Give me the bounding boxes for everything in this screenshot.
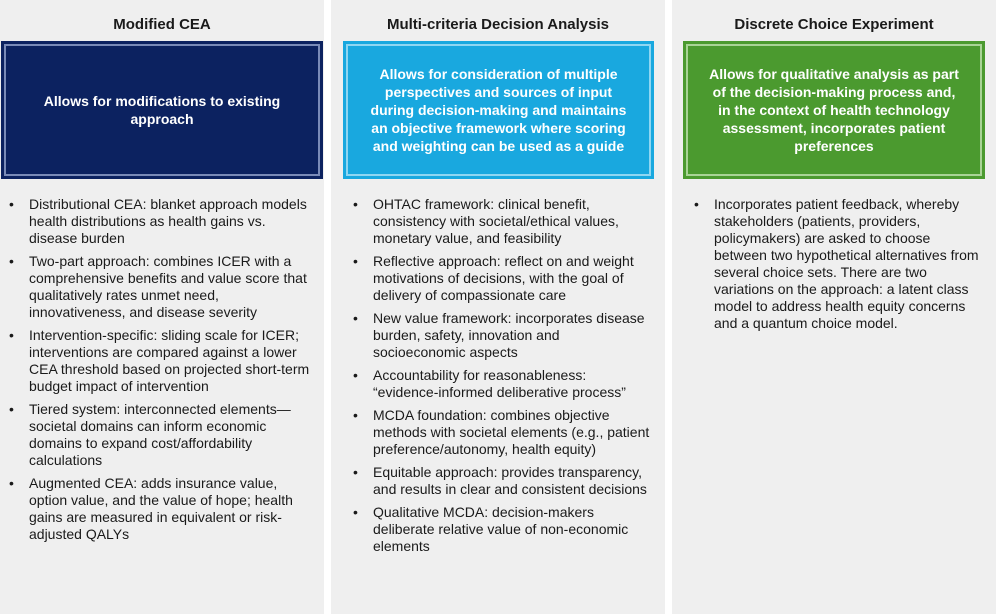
bullet-icon: • [353, 310, 358, 326]
bullet-icon: • [9, 253, 14, 269]
list-item [331, 407, 651, 458]
list-item [331, 196, 651, 247]
summary-text: Allows for consideration of multiple perspectives and sources of input during decision-making and maintains an objective framework where scoring and weighting can be used as a guide [370, 66, 627, 154]
item-text: Intervention-specific: sliding scale for ICER; interventions are compared against a lower CEA threshold based on projected short-term budget impact of intervention [29, 327, 310, 394]
bullet-icon: • [353, 464, 358, 480]
item-text: New value framework: incorporates disease burden, safety, innovation and socioeconomic aspects [373, 310, 645, 360]
bullet-icon: • [353, 253, 358, 269]
summary-box [686, 44, 982, 176]
bullet-icon: • [353, 504, 358, 520]
bullet-icon: • [353, 407, 358, 423]
item-list [331, 196, 665, 561]
item-text: Incorporates patient feedback, whereby stakeholders (patients, providers, policymakers) are asked to choose between two hypothetical alternatives from several choice sets. There are two variations on the approach: a latent class model to address health equity concerns and a quantum choice model. [714, 196, 979, 331]
bullet-icon: • [9, 196, 14, 212]
list-item [331, 310, 651, 361]
item-text: Distributional CEA: blanket approach models health distributions as health gains vs. disease burden [29, 196, 307, 246]
bullet-icon: • [353, 196, 358, 212]
list-item [331, 504, 651, 555]
list-item [0, 475, 310, 543]
column-title: Modified CEA [113, 16, 211, 33]
list-item [331, 253, 651, 304]
bullet-icon: • [694, 196, 699, 212]
column-title: Discrete Choice Experiment [734, 16, 934, 33]
summary-box [4, 44, 320, 176]
list-item [672, 196, 982, 332]
item-text: Augmented CEA: adds insurance value, option value, and the value of hope; health gains are measured in equivalent or risk-adjusted QALYs [29, 475, 293, 542]
bullet-icon: • [9, 475, 14, 491]
list-item [0, 401, 310, 469]
item-text: Two-part approach: combines ICER with a comprehensive benefits and value score that qualitatively rates unmet need, innovativeness, and disease severity [29, 253, 307, 320]
column-modified-cea [0, 0, 324, 614]
column-discrete-choice [672, 0, 996, 614]
item-text: Accountability for reasonableness: “evidence-informed deliberative process” [373, 367, 626, 400]
list-item [331, 464, 651, 498]
item-text: MCDA foundation: combines objective methods with societal elements (e.g., patient preference/autonomy, health equity) [373, 407, 650, 457]
list-item [331, 367, 651, 401]
bullet-icon: • [9, 401, 14, 417]
column-title: Multi-criteria Decision Analysis [386, 16, 609, 33]
item-list [672, 196, 996, 338]
list-item [0, 253, 310, 321]
item-list [0, 196, 324, 549]
item-text: Equitable approach: provides transparency, and results in clear and consistent decisions [373, 464, 647, 497]
summary-text: Allows for modifications to existing approach [43, 93, 281, 127]
bullet-icon: • [9, 327, 14, 343]
column-mcda [331, 0, 665, 614]
item-text: Tiered system: interconnected elements—societal domains can inform economic domains to expand cost/affordability calculations [29, 401, 291, 468]
item-text: OHTAC framework: clinical benefit, consistency with societal/ethical values, monetary value, and feasibility [373, 196, 619, 246]
summary-text: Allows for qualitative analysis as part of the decision-making process and, in the context of health technology assessment, incorporates patient preferences [709, 66, 959, 154]
list-item [0, 327, 310, 395]
list-item [0, 196, 310, 247]
item-text: Reflective approach: reflect on and weight motivations of decisions, with the goal of delivery of compassionate care [373, 253, 634, 303]
item-text: Qualitative MCDA: decision-makers deliberate relative value of non-economic elements [373, 504, 629, 554]
summary-box [346, 44, 651, 176]
bullet-icon: • [353, 367, 358, 383]
